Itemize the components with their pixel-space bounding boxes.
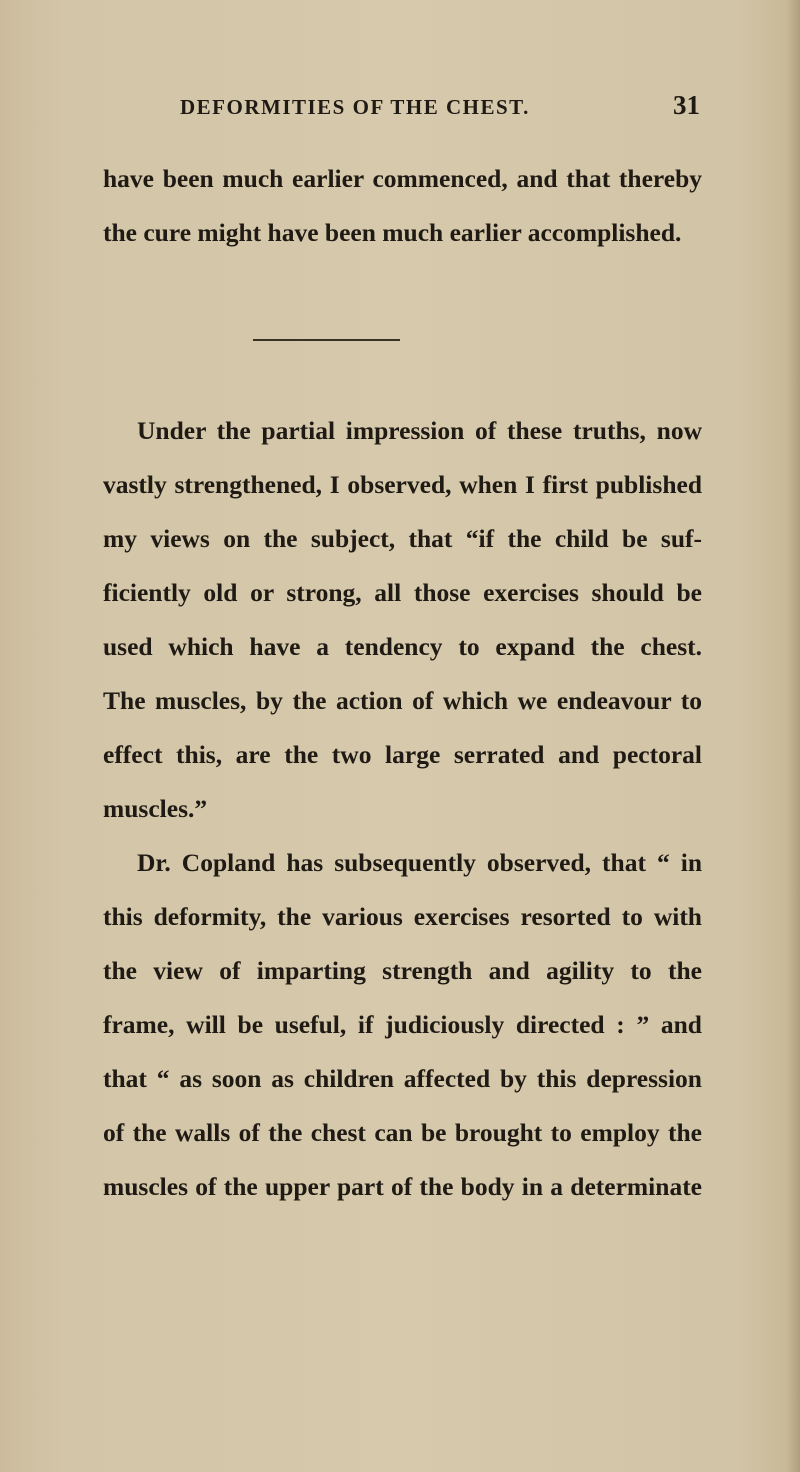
page-header [180, 92, 700, 132]
section-divider [253, 339, 400, 341]
body-text [103, 404, 702, 1214]
text-line: vastly strengthened, I observed, when I first published [103, 470, 702, 499]
text-line: the cure might have been much earlier accomplished. [103, 218, 682, 247]
text-line: my views on the subject, that “if the child be suf- [103, 524, 702, 553]
text-line: used which have a tendency to expand the chest. [103, 632, 702, 661]
text-line: ficiently old or strong, all those exercises should be [103, 578, 702, 607]
text-line: muscles.” [103, 794, 208, 823]
page-number: 31 [673, 90, 700, 120]
text-line: of the walls of the chest can be brought to employ the [103, 1118, 702, 1147]
paragraph-1 [103, 152, 702, 260]
page-edge-shadow [786, 0, 800, 1472]
text-line: that “ as soon as children affected by this depression [103, 1064, 702, 1093]
paragraph-3 [103, 836, 702, 1214]
text-line: have been much earlier commenced, and that thereby [103, 164, 702, 193]
text-line: the view of imparting strength and agility to the [103, 956, 702, 985]
text-line: muscles of the upper part of the body in a determinate [103, 1172, 702, 1201]
running-head: DEFORMITIES OF THE CHEST. [180, 95, 530, 119]
text-line: Under the partial impression of these truths, now [137, 416, 702, 445]
paragraph-2 [103, 404, 702, 836]
text-line: this deformity, the various exercises resorted to with [103, 902, 702, 931]
text-line: effect this, are the two large serrated and pectoral [103, 740, 702, 769]
text-line: Dr. Copland has subsequently observed, that “ in [137, 848, 702, 877]
text-line: frame, will be useful, if judiciously directed : ” and [103, 1010, 702, 1039]
text-line: The muscles, by the action of which we endeavour to [103, 686, 702, 715]
